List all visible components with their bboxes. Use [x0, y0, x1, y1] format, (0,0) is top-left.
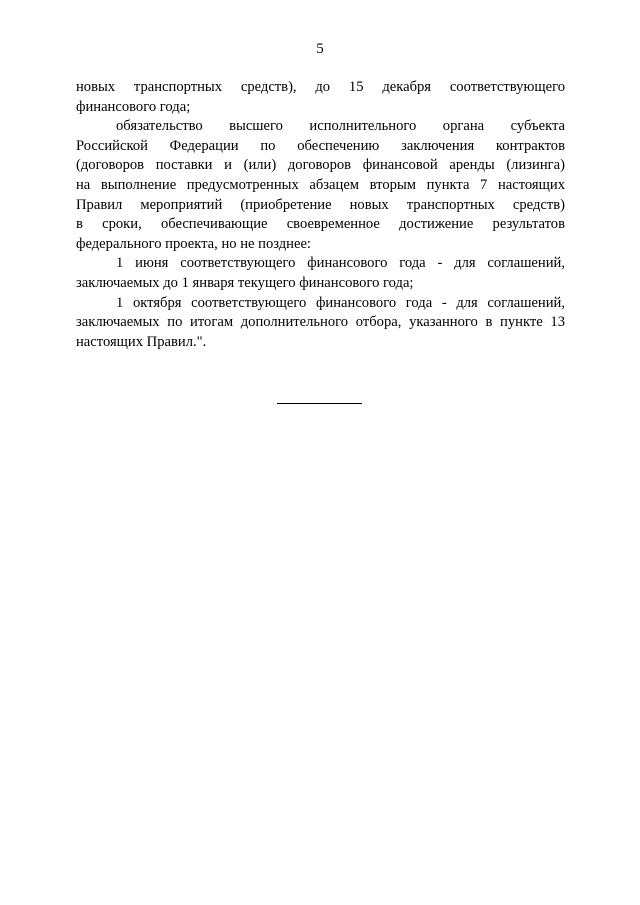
- end-of-document-rule: [277, 403, 362, 404]
- text-line: Правил мероприятий (приобретение новых транспортных средств): [76, 196, 565, 213]
- page-number: 5: [316, 41, 324, 57]
- text-line: в сроки, обеспечивающие своевременное достижение результатов: [76, 216, 565, 233]
- paragraph-3: [76, 254, 565, 293]
- text-line: на выполнение предусмотренных абзацем вторым пункта 7 настоящих: [76, 176, 565, 193]
- paragraph-4: [76, 294, 565, 353]
- text-line: финансового года;: [76, 98, 191, 115]
- text-line: заключаемых по итогам дополнительного отбора, указанного в пункте 13: [76, 314, 565, 331]
- document-body: [76, 78, 565, 352]
- text-line: 1 октября соответствующего финансового года - для соглашений,: [116, 294, 565, 311]
- text-line: заключаемых до 1 января текущего финансового года;: [76, 274, 414, 291]
- text-line: (договоров поставки и (или) договоров финансовой аренды (лизинга): [76, 157, 565, 174]
- text-line: новых транспортных средств), до 15 декабря соответствующего: [76, 79, 565, 95]
- paragraph-1: [76, 78, 565, 117]
- text-line: Российской Федерации по обеспечению заключения контрактов: [76, 137, 565, 154]
- paragraph-2: [76, 117, 565, 254]
- text-line: обязательство высшего исполнительного органа субъекта: [116, 118, 565, 135]
- text-line: настоящих Правил.".: [76, 333, 207, 350]
- text-line: 1 июня соответствующего финансового года - для соглашений,: [116, 255, 565, 272]
- text-line: федерального проекта, но не позднее:: [76, 235, 311, 252]
